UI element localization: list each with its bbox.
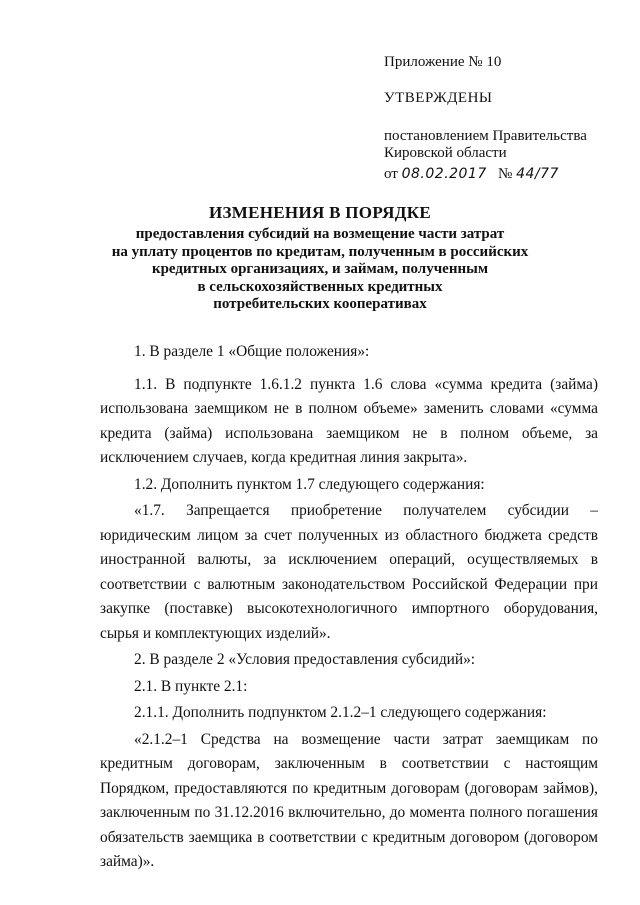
date-prefix: от <box>384 166 398 182</box>
handwritten-number: 44/77 <box>516 166 559 182</box>
document-body <box>100 340 598 877</box>
paragraph-section-2: 2. В разделе 2 «Условия предоставления субсидий»: <box>134 651 476 668</box>
paragraph-2-1: 2.1. В пункте 2.1: <box>134 677 248 695</box>
approval-block <box>384 54 624 183</box>
approval-line-2: Кировской области <box>384 145 507 161</box>
paragraph-1-1: 1.1. В подпункте 1.6.1.2 пункта 1.6 слова «сумма кредита (займа) использована заемщиком не в полном объеме» заменить словами «сумма кредита (займа) использована заемщиком не в полном объеме, за исключением случаев, когда кредитная линия закрыта». <box>100 375 598 466</box>
heading-line-2: на уплату процентов по кредитам, полученным в российских <box>111 243 529 260</box>
document-heading <box>60 202 580 314</box>
approval-line-1: постановлением Правительства <box>384 128 587 144</box>
paragraph-2-1-1: 2.1.1. Дополнить подпунктом 2.1.2–1 следующего содержания: <box>134 704 547 721</box>
number-prefix: № <box>498 166 513 182</box>
paragraph-2-1-2-1: «2.1.2–1 Средства на возмещение части затрат заемщикам по кредитным договорам, заключенным в соответствии с настоящим Порядком, предоставляются по кредитным договорам (договорам займов), заключенным по 31.12.2016 включительно, до момента полного погашения обязательств заемщика в соответствии с кредитным договором (договором займа)». <box>100 730 598 870</box>
paragraph-section-1: 1. В разделе 1 «Общие положения»: <box>134 343 370 360</box>
heading-line-3: кредитных организациях, и займам, полученным <box>151 261 489 277</box>
document-title: ИЗМЕНЕНИЯ В ПОРЯДКЕ <box>208 203 432 222</box>
appendix-label: Приложение № 10 <box>384 54 502 70</box>
paragraph-1-7: «1.7. Запрещается приобретение получателем субсидии – юридическим лицом за счет полученных из областного бюджета средств иностранной валюты, за исключением операций, осуществляемых в соответствии с валютным законодательством Российской Федерации при закупке (поставке) высокотехнологичного импортного оборудования, сырья и комплектующих изделий». <box>100 502 598 642</box>
handwritten-date: 08.02.2017 <box>401 166 487 182</box>
heading-line-1: предоставления субсидий на возмещение части затрат <box>135 226 505 242</box>
heading-line-5: потребительских кооперативах <box>213 296 427 312</box>
paragraph-1-2: 1.2. Дополнить пунктом 1.7 следующего содержания: <box>134 475 485 493</box>
approval-date-line <box>384 166 624 183</box>
heading-line-4: в сельскохозяйственных кредитных <box>197 278 443 295</box>
approved-label: УТВЕРЖДЕНЫ <box>384 90 493 106</box>
